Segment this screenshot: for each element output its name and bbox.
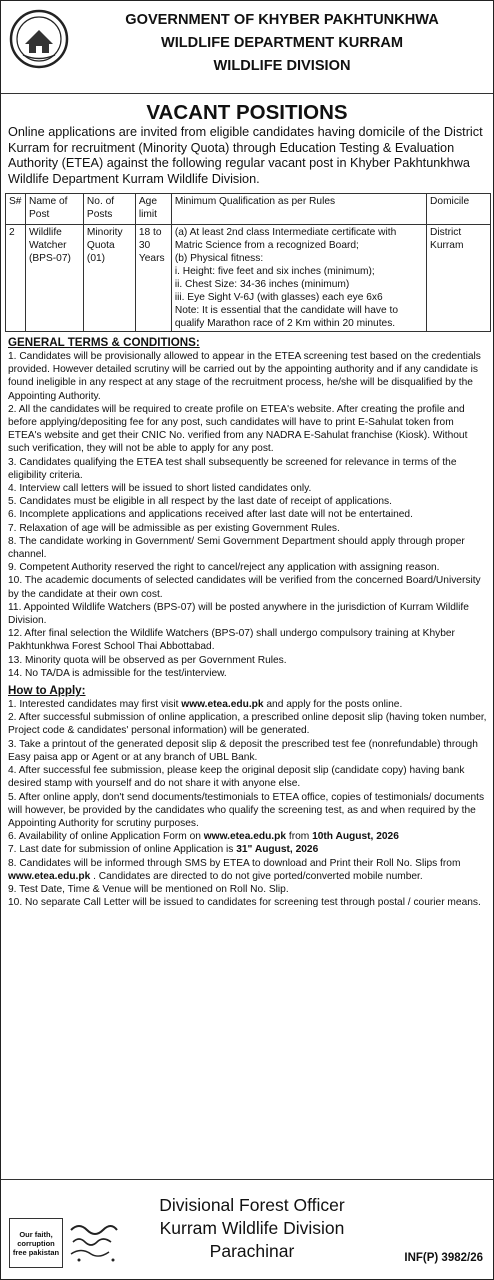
header-qualification: Minimum Qualification as per Rules (171, 194, 426, 225)
terms-title: GENERAL TERMS & CONDITIONS: (8, 336, 200, 349)
apply-step-10: 10. No separate Call Letter will be issued to candidates for screening test through postal / courier means. (8, 897, 481, 909)
etea-website-link[interactable]: www.etea.edu.pk (203, 831, 287, 843)
apply-step-7 (8, 843, 487, 856)
qualification-line: (a) At least 2nd class Intermediate certificate with Matric Science from a recognized Board; (174, 227, 397, 251)
apply-step-1 (8, 698, 487, 711)
step-text: from (286, 831, 313, 843)
anti-corruption-slogan-logo (9, 1218, 63, 1268)
how-to-apply-title: How to Apply: (8, 684, 86, 698)
slogan-text: Our faith, corruption free pakistan (12, 1229, 60, 1257)
apply-step-9: 9. Test Date, Time & Venue will be mentioned on Roll No. Slip. (8, 883, 289, 895)
header-sno: S# (6, 194, 26, 225)
intro-paragraph: Online applications are invited from eligible candidates having domicile of the District Kurram for recruitment (Minority Quota) through Education Testing & Evaluation Authority (ETEA) against the following regular vacant post in Khyber Pakhtunkhwa Wildlife Department Kurram Wildlife Division. (8, 125, 483, 186)
availability-date: 10th August, 2026 (312, 831, 399, 843)
term-item: 1. Candidates will be provisionally allowed to appear in the ETEA screening test based on the credentials provided. However detailed scrutiny will be carried out by the appointing authority and if any candidate is found ineligible in any respect at any stage of the recruitment process, he/she will be disqualified by the Appointing Authority. (8, 351, 481, 402)
table-row (6, 225, 491, 332)
term-item: 4. Interview call letters will be issued to short listed candidates only. (8, 483, 312, 495)
step-text: 1. Interested candidates may first visit (8, 699, 182, 711)
term-item: 13. Minority quota will be observed as per Government Rules. (8, 654, 287, 666)
cell-post-name: Wildlife Watcher (BPS-07) (25, 225, 83, 332)
term-item: 10. The academic documents of selected candidates will be verified from the concerned Board/University by the candidate at their own cost. (8, 575, 481, 600)
header-line-department: WILDLIFE DEPARTMENT KURRAM (160, 35, 404, 51)
header-line-division: WILDLIFE DIVISION (213, 58, 351, 74)
signatory-designation: Divisional Forest Officer (159, 1195, 345, 1215)
apply-step-6 (8, 830, 487, 843)
header-age-limit: Age limit (135, 194, 171, 225)
last-date: 31" August, 2026 (236, 844, 319, 856)
apply-step-3: 3. Take a printout of the generated deposit slip & deposit the prescribed test fee (nonrefundable) through Easy paisa app or Agent or at any branch of UBL Bank. (8, 738, 478, 763)
term-item: 5. Candidates must be eligible in all respect by the last date of receipt of applications. (8, 496, 392, 508)
header-post-count: No. of Posts (83, 194, 135, 225)
signatory-location: Parachinar (209, 1241, 295, 1261)
step-text: 6. Availability of online Application Form on (8, 831, 204, 843)
cell-post-count: Minority Quota (01) (83, 225, 135, 332)
term-item: 2. All the candidates will be required to create profile on ETEA's website. After creating the profile and before applying/depositing fee for any post, such candidates will have to print E-Sahulat token from ETEA's website and get their CNIC No. verified from any NADRA E-Sahulat franchise (Kiosk). Without such verification, they will not be able to apply for any post. (8, 403, 468, 455)
qualification-line: i. Height: five feet and six inches (minimum); (174, 266, 375, 277)
terms-section (8, 336, 487, 909)
step-text: and apply for the posts online. (263, 699, 403, 711)
inf-reference-number: INF(P) 3982/26 (404, 1252, 483, 1264)
footer (1, 1179, 493, 1279)
header (1, 1, 493, 94)
qualification-line: (b) Physical fitness: (174, 253, 264, 264)
header-post-name: Name of Post (25, 194, 83, 225)
cell-domicile: District Kurram (427, 225, 491, 332)
header-line-government: GOVERNMENT OF KHYBER PAKHTUNKHWA (125, 12, 439, 28)
apply-step-8 (8, 857, 487, 883)
term-item: 6. Incomplete applications and applications received after last date will not be entertained. (8, 509, 413, 521)
term-item: 11. Appointed Wildlife Watchers (BPS-07) will be posted anywhere in the jurisdiction of Kurram Wildlife Division. (8, 601, 469, 627)
kp-government-logo-icon (9, 8, 69, 70)
term-item: 7. Relaxation of age will be admissible as per existing Government Rules. (8, 522, 340, 534)
cell-qualification (171, 225, 426, 332)
table-header-row (6, 194, 491, 225)
header-text (71, 9, 493, 78)
qualification-note: Note: It is essential that the candidate will have to qualify Marathon race of 2 Km within 20 minutes. (174, 305, 398, 329)
apply-step-5: 5. After online apply, don't send documents/testimonials to ETEA office, copies of testimonials/ documents will however, be provided by the candidates who qualify the screening test, as and when required by the Appointing Authority for scrutiny purposes. (8, 791, 485, 829)
term-item: 3. Candidates qualifying the ETEA test shall subsequently be screened for relevance in terms of the eligibility criteria. (8, 456, 457, 481)
term-item: 9. Competent Authority reserved the right to cancel/reject any application with assigning reason. (8, 562, 440, 574)
qualification-line: iii. Eye Sight V-6J (with glasses) each eye 6x6 (174, 292, 383, 303)
vacancy-table (5, 193, 491, 332)
etea-website-link[interactable]: www.etea.edu.pk (181, 699, 264, 711)
signatory-division: Kurram Wildlife Division (159, 1218, 345, 1238)
term-item: 14. No TA/DA is admissible for the test/interview. (8, 667, 227, 679)
apply-step-2: 2. After successful submission of online application, a prescribed online deposit slip (having token number, Project code & candidates' personal information) will be generated. (8, 712, 487, 737)
cell-sno: 2 (6, 225, 26, 332)
step-text: 7. Last date for submission of online Application is (8, 844, 237, 856)
page-title: VACANT POSITIONS (146, 101, 348, 124)
apply-step-4: 4. After successful fee submission, please keep the original deposit slip (candidate copy) having bank desired stamp with yourself and do not share it with anyone else. (8, 765, 465, 790)
term-item: 8. The candidate working in Government/ Semi Government Department should apply through proper channel. (8, 535, 465, 561)
cell-age-limit: 18 to 30 Years (135, 225, 171, 332)
qualification-line: ii. Chest Size: 34-36 inches (minimum) (174, 279, 350, 290)
signatory (111, 1194, 393, 1263)
term-item: 12. After final selection the Wildlife Watchers (BPS-07) shall undergo compulsory training at Khyber Pakhtunkhwa Forest School Thai Abbottabad. (8, 628, 455, 653)
step-text: . Candidates are directed to do not give ported/converted mobile number. (90, 870, 423, 882)
step-text: 8. Candidates will be informed through SMS by ETEA to download and Print their Roll No. Slips from (8, 857, 461, 869)
etea-website-link[interactable]: www.etea.edu.pk (8, 870, 91, 882)
header-domicile: Domicile (427, 194, 491, 225)
